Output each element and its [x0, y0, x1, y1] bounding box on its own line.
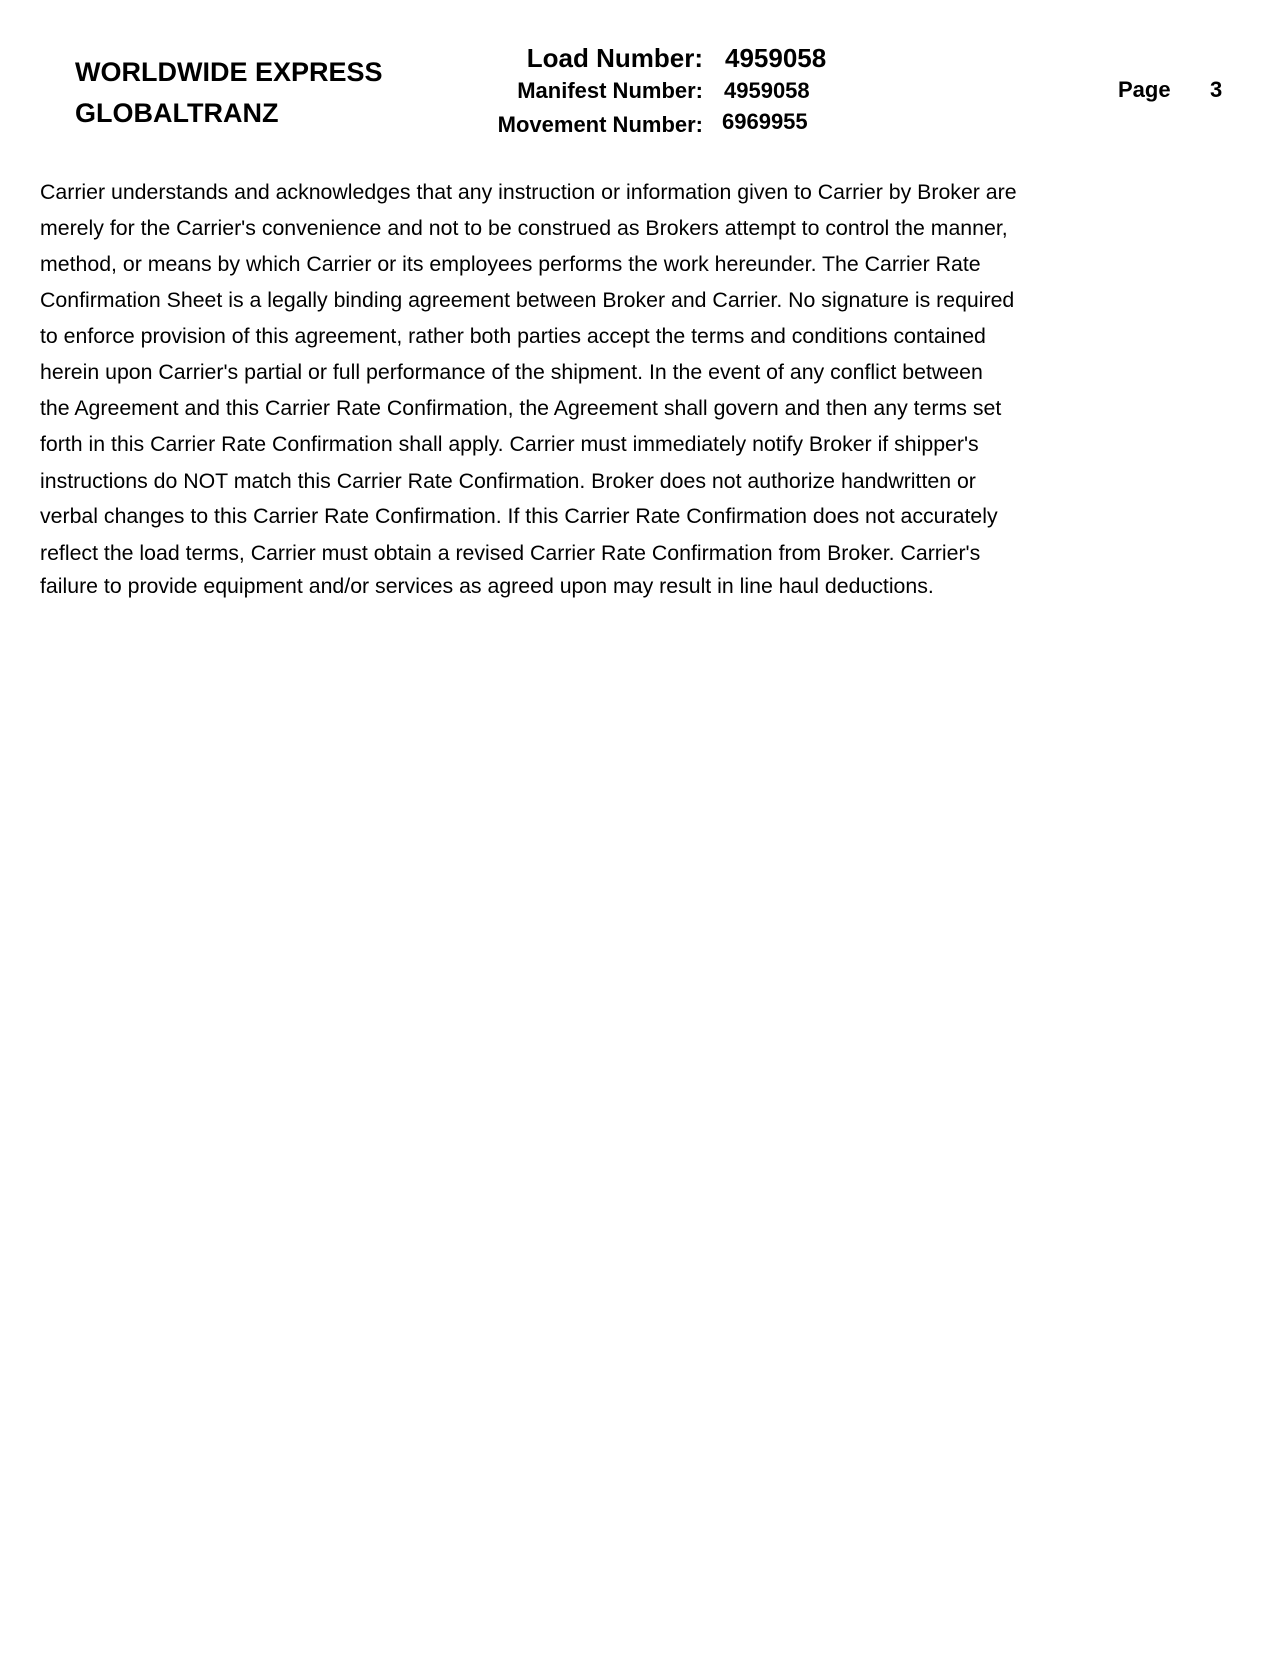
terms-line: the Agreement and this Carrier Rate Confirmation, the Agreement shall govern and then any terms set — [40, 396, 1002, 420]
terms-line: method, or means by which Carrier or its employees performs the work hereunder. The Carrier Rate — [40, 252, 981, 276]
terms-line: Carrier understands and acknowledges that any instruction or information given to Carrier by Broker are — [40, 180, 1017, 204]
terms-line: Confirmation Sheet is a legally binding agreement between Broker and Carrier. No signature is required — [40, 288, 1015, 312]
movement-number-value: 6969955 — [722, 109, 808, 134]
page-number: 3 — [1210, 77, 1223, 102]
terms-line: forth in this Carrier Rate Confirmation shall apply. Carrier must immediately notify Broker if shipper's — [40, 432, 979, 456]
terms-line: reflect the load terms, Carrier must obtain a revised Carrier Rate Confirmation from Broker. Carrier's — [40, 541, 981, 565]
movement-number-label: Movement Number: — [497, 112, 703, 137]
load-number-value: 4959058 — [725, 43, 827, 73]
company-name-line-2: GLOBALTRANZ — [75, 98, 279, 128]
terms-line: instructions do NOT match this Carrier Rate Confirmation. Broker does not authorize handwritten or — [40, 469, 976, 493]
load-number-label: Load Number: — [526, 43, 703, 73]
page-label: Page — [1118, 77, 1171, 102]
company-name-line-1: WORLDWIDE EXPRESS — [75, 57, 383, 87]
terms-line: verbal changes to this Carrier Rate Confirmation. If this Carrier Rate Confirmation does not accurately — [40, 504, 998, 528]
terms-line: merely for the Carrier's convenience and not to be construed as Brokers attempt to control the manner, — [40, 216, 1008, 240]
terms-line: failure to provide equipment and/or services as agreed upon may result in line haul deductions. — [40, 574, 934, 598]
manifest-number-value: 4959058 — [724, 78, 810, 103]
terms-line: to enforce provision of this agreement, rather both parties accept the terms and conditions contained — [40, 324, 986, 348]
terms-line: herein upon Carrier's partial or full performance of the shipment. In the event of any conflict between — [40, 360, 983, 384]
manifest-number-label: Manifest Number: — [517, 78, 703, 103]
